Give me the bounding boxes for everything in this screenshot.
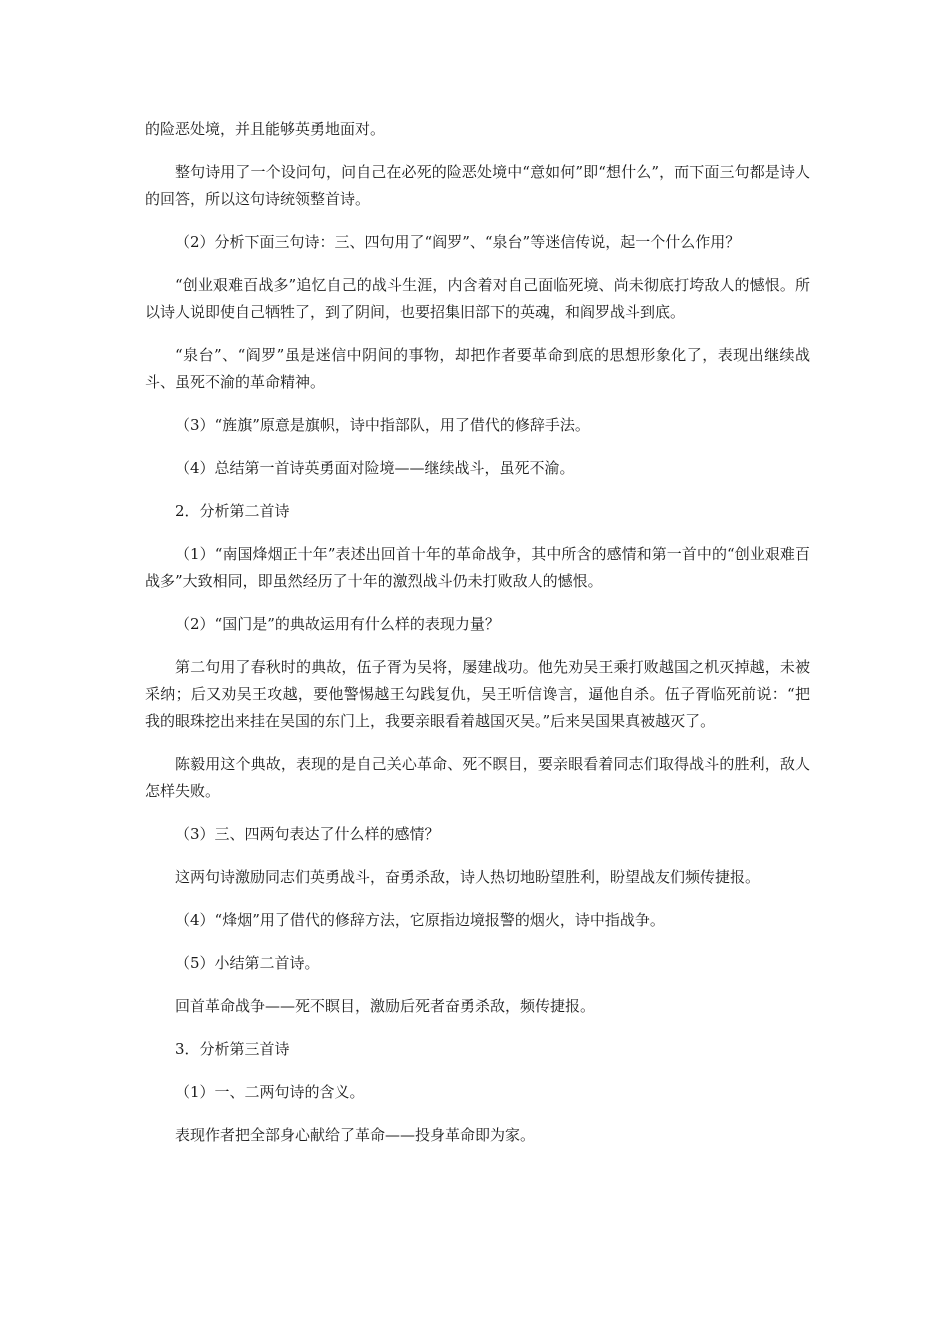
paragraph-17: 回首革命战争——死不瞑目，激励后死者奋勇杀敌，频传捷报。 [175, 997, 596, 1015]
section-heading-3: 3．分析第三首诗 [175, 1040, 290, 1058]
paragraph-5: “泉台”、“阎罗”虽是迷信中阴间的事物，却把作者要革命到底的思想形象化了，表现出继续战斗、虽死不渝的革命精神。 [145, 346, 810, 391]
document-body [145, 116, 810, 1165]
paragraph-7: （4）总结第一首诗英勇面对险境——继续战斗，虽死不渝。 [175, 459, 575, 477]
paragraph-1: 的险恶处境，并且能够英勇地面对。 [145, 120, 386, 138]
paragraph-11: 第二句用了春秋时的典故，伍子胥为吴将，屡建战功。他先劝吴王乘打败越国之机灭掉越，未被采纳；后又劝吴王攻越，要他警惕越王勾践复仇，吴王听信谗言，逼他自杀。伍子胥临死前说：“把我的眼珠挖出来挂在吴国的东门上，我要亲眼看着越国灭吴。”后来吴国果真被越灭了。 [145, 658, 810, 730]
paragraph-4: “创业艰难百战多”追忆自己的战斗生涯，内含着对自己面临死境、尚未彻底打垮敌人的憾恨。所以诗人说即使自己牺牲了，到了阴间，也要招集旧部下的英魂，和阎罗战斗到底。 [145, 276, 810, 321]
section-heading-2: 2．分析第二首诗 [175, 502, 290, 520]
paragraph-14: 这两句诗激励同志们英勇战斗，奋勇杀敌，诗人热切地盼望胜利，盼望战友们频传捷报。 [175, 868, 761, 886]
paragraph-12: 陈毅用这个典故，表现的是自己关心革命、死不瞑目，要亲眼看着同志们取得战斗的胜利，敌人怎样失败。 [145, 755, 810, 800]
paragraph-10: （2）“国门是”的典故运用有什么样的表现力量？ [175, 615, 500, 633]
paragraph-20: 表现作者把全部身心献给了革命——投身革命即为家。 [175, 1126, 536, 1144]
paragraph-16: （5）小结第二首诗。 [175, 954, 320, 972]
paragraph-6: （3）“旌旗”原意是旗帜，诗中指部队，用了借代的修辞手法。 [175, 416, 590, 434]
paragraph-2: 整句诗用了一个设问句，问自己在必死的险恶处境中“意如何”即“想什么”，而下面三句都是诗人的回答，所以这句诗统领整首诗。 [145, 163, 810, 208]
paragraph-3: （2）分析下面三句诗：三、四句用了“阎罗”、“泉台”等迷信传说，起一个什么作用？ [175, 233, 741, 251]
paragraph-9: （1）“南国烽烟正十年”表述出回首十年的革命战争，其中所含的感情和第一首中的“创业艰难百战多”大致相同，即虽然经历了十年的激烈战斗仍未打败敌人的憾恨。 [145, 545, 810, 590]
paragraph-19: （1）一、二两句诗的含义。 [175, 1083, 365, 1101]
paragraph-13: （3）三、四两句表达了什么样的感情？ [175, 825, 440, 843]
paragraph-15: （4）“烽烟”用了借代的修辞方法，它原指边境报警的烟火，诗中指战争。 [175, 911, 665, 929]
